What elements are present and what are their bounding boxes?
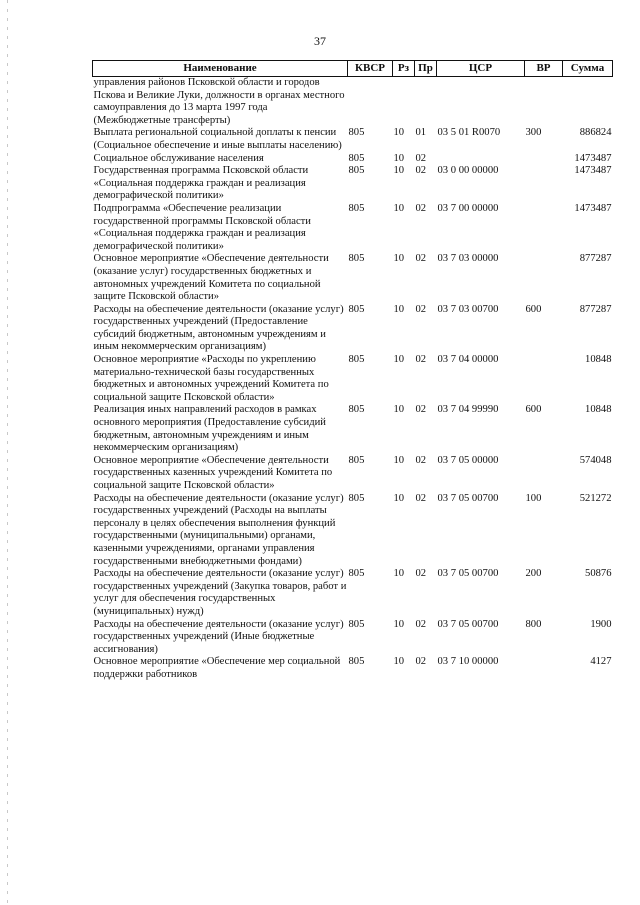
table-row: [93, 354, 613, 404]
header-name: Наименование: [93, 61, 348, 77]
row-rz: 10: [393, 568, 405, 580]
table-row: [93, 619, 613, 657]
row-sum: 877287: [579, 253, 612, 265]
row-kvsr: 805: [348, 618, 365, 630]
row-kvsr: 805: [348, 656, 365, 668]
row-sum: 574048: [579, 454, 612, 466]
row-pr: 02: [415, 303, 427, 315]
row-pr: 01: [415, 127, 427, 139]
row-sum: 50876: [585, 568, 612, 580]
table-row: [93, 203, 613, 253]
row-csr: 03 7 04 99990: [437, 404, 499, 416]
row-vr: [525, 203, 563, 253]
row-rz: 10: [393, 492, 405, 504]
header-pr: Пр: [415, 61, 437, 77]
row-vr: [525, 354, 563, 404]
row-pr: 02: [415, 568, 427, 580]
row-pr: 02: [415, 404, 427, 416]
row-kvsr: 805: [348, 127, 365, 139]
row-csr: 03 5 01 R0070: [437, 127, 501, 139]
row-csr: 03 7 00 00000: [437, 202, 499, 214]
row-rz: 10: [393, 127, 405, 139]
row-kvsr: 805: [348, 454, 365, 466]
header-rz: Рз: [393, 61, 415, 77]
row-vr: [525, 153, 563, 166]
row-csr: 03 7 05 00000: [437, 454, 499, 466]
row-kvsr: 805: [348, 165, 365, 177]
row-rz: 10: [393, 303, 405, 315]
table-row: [93, 165, 613, 203]
row-csr: 03 7 05 00700: [437, 568, 499, 580]
row-kvsr: 805: [348, 202, 365, 214]
row-csr: 03 7 03 00700: [437, 303, 499, 315]
row-vr: 600: [525, 404, 542, 416]
row-kvsr: 805: [348, 152, 365, 164]
table-row: [93, 153, 613, 166]
row-sum: 1473487: [574, 202, 612, 214]
row-sum: 4127: [590, 656, 612, 668]
row-kvsr: 805: [348, 404, 365, 416]
row-name: Расходы на обеспечение деятельности (оказание услуг) государственных учреждений (Расходы на выплаты персоналу в целях обеспечения выполнения функций государственными (муниципальными) органами, казенными учреждениями, органами управления государственными внебюджетными фондами): [93, 492, 344, 567]
row-name: управления районов Псковской области и городов Пскова и Великие Луки, должности в органах местного самоуправления до 13 марта 1997 года (Межбюджетные трансферты): [93, 77, 345, 126]
table-row: [93, 404, 613, 454]
row-csr: 03 0 00 00000: [437, 165, 499, 177]
row-rz: 10: [393, 618, 405, 630]
row-rz: 10: [393, 404, 405, 416]
row-sum: 10848: [585, 354, 612, 366]
row-kvsr: 805: [348, 303, 365, 315]
row-name: Расходы на обеспечение деятельности (оказание услуг) государственных учреждений (Закупка товаров, работ и услуг для обеспечения государственных (муниципальных) нужд): [93, 568, 347, 617]
row-rz: [393, 77, 415, 128]
row-csr: 03 7 05 00700: [437, 492, 499, 504]
row-pr: 02: [415, 354, 427, 366]
row-pr: 02: [415, 202, 427, 214]
header-csr: ЦСР: [437, 61, 525, 77]
row-sum: 877287: [579, 303, 612, 315]
row-csr: 03 7 03 00000: [437, 253, 499, 265]
row-name: Расходы на обеспечение деятельности (оказание услуг) государственных учреждений (Иные бюджетные ассигнования): [93, 618, 344, 655]
table-body: [93, 77, 613, 682]
scan-fold-line: [7, 0, 8, 905]
row-rz: 10: [393, 152, 405, 164]
row-kvsr: 805: [348, 354, 365, 366]
row-vr: 600: [525, 303, 542, 315]
row-pr: 02: [415, 656, 427, 668]
row-name: Реализация иных направлений расходов в рамках основного мероприятия (Предоставление субсидий бюджетным, автономным учреждениям и иным некоммерческим организациям): [93, 404, 326, 454]
row-vr: [525, 656, 563, 681]
table-row: [93, 455, 613, 493]
row-rz: 10: [393, 454, 405, 466]
row-rz: 10: [393, 656, 405, 668]
row-name: Государственная программа Псковской области «Социальная поддержка граждан и реализация демографической политики»: [93, 165, 309, 202]
row-csr: [437, 153, 525, 166]
row-pr: 02: [415, 253, 427, 265]
budget-table: [92, 60, 613, 682]
row-vr: [525, 77, 563, 128]
row-sum: 886824: [579, 127, 612, 139]
row-pr: 02: [415, 618, 427, 630]
header-sum: Сумма: [563, 61, 613, 77]
row-vr: 200: [525, 568, 542, 580]
row-sum: 1473487: [574, 152, 612, 164]
row-sum: 10848: [585, 404, 612, 416]
row-rz: 10: [393, 165, 405, 177]
row-rz: 10: [393, 253, 405, 265]
row-rz: 10: [393, 202, 405, 214]
row-name: Основное мероприятие «Обеспечение деятельности (оказание услуг) государственных бюджетных и автономных учреждений Комитета по социальной защите Псковской области»: [93, 253, 329, 303]
header-kvsr: КВСР: [348, 61, 393, 77]
row-kvsr: [348, 77, 393, 128]
row-csr: 03 7 04 00000: [437, 354, 499, 366]
row-name: Расходы на обеспечение деятельности (оказание услуг) государственных учреждений (Предоставление субсидий бюджетным, автономным учреждениям и иным некоммерческим организациям): [93, 303, 344, 353]
row-pr: 02: [415, 454, 427, 466]
row-pr: 02: [415, 492, 427, 504]
table-row: [93, 493, 613, 569]
table-row: [93, 127, 613, 152]
row-vr: 300: [525, 127, 542, 139]
row-sum: 521272: [579, 492, 612, 504]
row-vr: [525, 253, 563, 303]
row-sum: 1473487: [574, 165, 612, 177]
row-name: Выплата региональной социальной доплаты к пенсии (Социальное обеспечение и иные выплаты населению): [93, 127, 342, 151]
row-csr: [437, 77, 525, 128]
row-name: Основное мероприятие «Обеспечение деятельности государственных казенных учреждений Комитета по социальной защите Псковской области»: [93, 454, 333, 491]
table-row: [93, 304, 613, 354]
header-vr: ВР: [525, 61, 563, 77]
row-name: Основное мероприятие «Расходы по укреплению материально-технической базы государственных бюджетных и автономных учреждений Комитета по социальной защите Псковской области»: [93, 354, 329, 403]
row-rz: 10: [393, 354, 405, 366]
row-pr: [415, 77, 437, 128]
row-name: Подпрограмма «Обеспечение реализации государственной программы Псковской области «Социальная поддержка граждан и реализация демографической политики»: [93, 202, 311, 252]
row-vr: [525, 455, 563, 493]
row-pr: 02: [415, 152, 427, 164]
row-kvsr: 805: [348, 253, 365, 265]
row-name: Социальное обслуживание населения: [93, 152, 264, 164]
row-pr: 02: [415, 165, 427, 177]
page-number: 37: [314, 34, 326, 48]
table-row: [93, 568, 613, 618]
row-name: Основное мероприятие «Обеспечение мер социальной поддержки работников: [93, 656, 341, 680]
row-sum: [563, 77, 613, 128]
row-csr: 03 7 10 00000: [437, 656, 499, 668]
table-header-row: [93, 61, 613, 77]
table-row: [93, 77, 613, 128]
row-kvsr: 805: [348, 568, 365, 580]
row-csr: 03 7 05 00700: [437, 618, 499, 630]
budget-table-wrapper: [92, 60, 612, 682]
row-vr: 800: [525, 618, 542, 630]
row-kvsr: 805: [348, 492, 365, 504]
table-row: [93, 656, 613, 681]
row-sum: 1900: [590, 618, 612, 630]
table-row: [93, 253, 613, 303]
row-vr: [525, 165, 563, 203]
row-vr: 100: [525, 492, 542, 504]
